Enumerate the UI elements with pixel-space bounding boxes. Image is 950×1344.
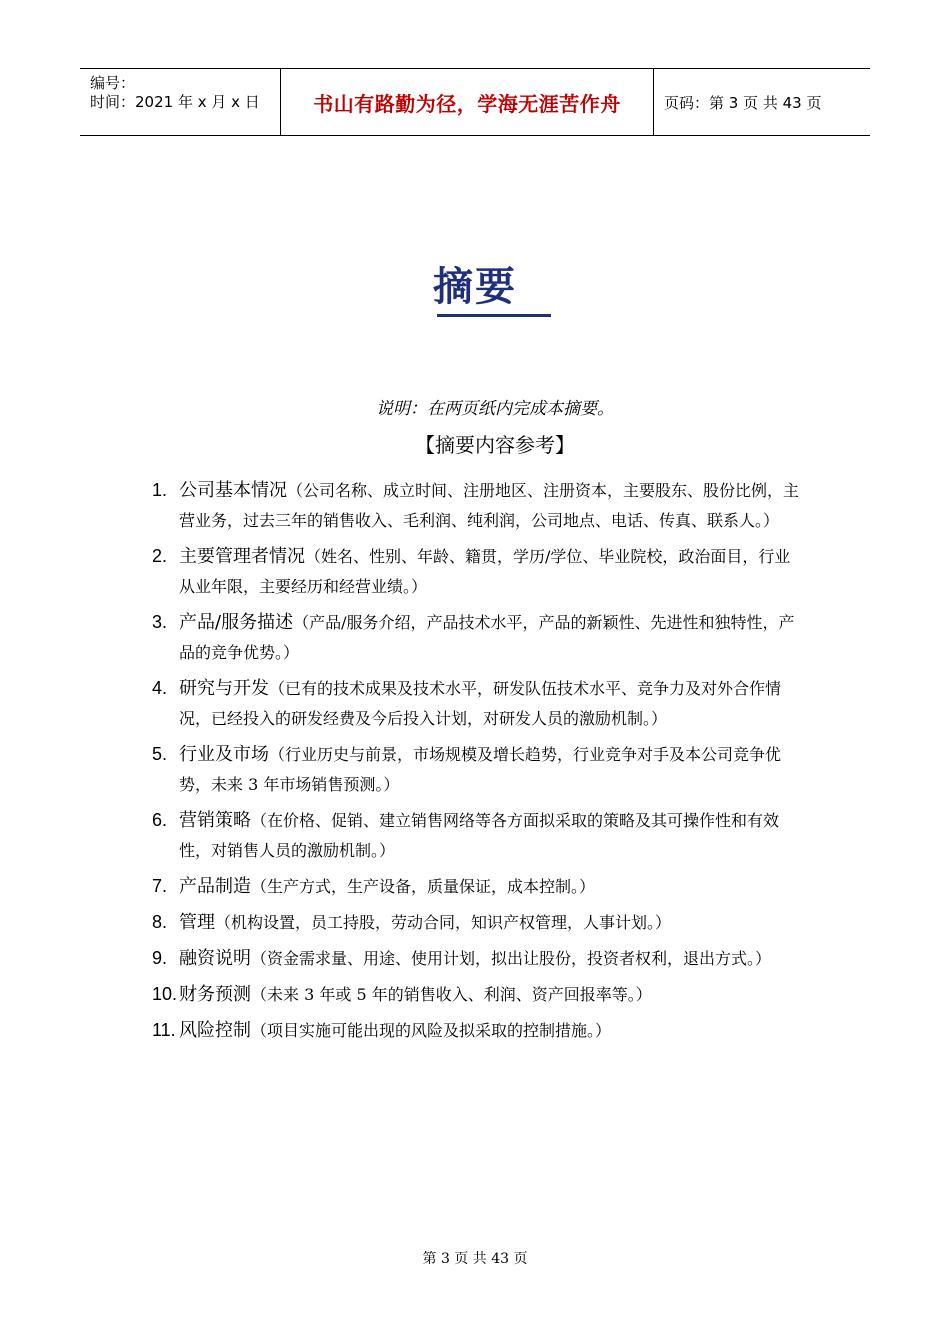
header-number: 编号： <box>90 74 136 92</box>
list-item-detail: （未来 3 年或 5 年的销售收入、利润、资产回报率等。） <box>251 985 652 1004</box>
list-item-detail: （机构设置，员工持股，劳动合同，知识产权管理，人事计划。） <box>215 913 672 932</box>
reference-heading: 【摘要内容参考】 <box>415 433 575 457</box>
list-item-body <box>179 608 800 668</box>
list-item-number: 5. <box>152 744 168 764</box>
list-item-number: 4. <box>152 678 168 698</box>
list-item-label: 营销策略 <box>179 810 251 831</box>
list-item-body <box>179 980 800 1010</box>
list-item-body <box>179 476 800 536</box>
list-item-label: 产品/服务描述 <box>179 612 294 633</box>
header-meta <box>80 69 281 135</box>
list-item-label: 研究与开发 <box>179 678 269 699</box>
list-item-body <box>179 908 800 938</box>
list-item-detail: （生产方式，生产设备，质量保证，成本控制。） <box>251 877 596 896</box>
instruction-note: 说明：在两页纸内完成本摘要。 <box>376 399 614 419</box>
page-header <box>80 68 870 136</box>
list-item-label: 风险控制 <box>179 1020 251 1041</box>
header-time: 时间：2021 年 x 月 x 日 <box>90 93 260 111</box>
list-item-label: 融资说明 <box>179 948 251 969</box>
list-item-detail: （资金需求量、用途、使用计划，拟出让股份，投资者权利，退出方式。） <box>251 949 772 968</box>
list-item-body <box>179 542 800 602</box>
page-footer: 第 3 页 共 43 页 <box>422 1251 528 1267</box>
list-item-label: 财务预测 <box>179 984 251 1005</box>
list-item-detail: （公司名称、成立时间、注册地区、注册资本，主要股东、股份比例，主营业务，过去三年的销售收入、毛利润、纯利润，公司地点、电话、传真、联系人。） <box>179 481 800 530</box>
list-item <box>152 1016 800 1046</box>
list-item <box>152 806 800 866</box>
title-underline <box>437 314 551 317</box>
list-item-number: 1. <box>152 480 168 500</box>
list-item-number: 11. <box>152 1020 176 1040</box>
header-page-info: 页码：第 3 页 共 43 页 <box>664 93 822 112</box>
list-item <box>152 740 800 800</box>
list-item-number: 7. <box>152 876 168 896</box>
list-item-label: 产品制造 <box>179 876 251 897</box>
list-item-detail: （产品/服务介绍，产品技术水平，产品的新颖性、先进性和独特性，产品的竞争优势。） <box>179 613 795 662</box>
list-item-number: 3. <box>152 612 168 632</box>
list-item-label: 公司基本情况 <box>179 480 287 501</box>
list-item-label: 主要管理者情况 <box>179 546 305 567</box>
list-item <box>152 872 800 902</box>
list-item-body <box>179 872 800 902</box>
list-item <box>152 542 800 602</box>
list-item-body <box>179 806 800 866</box>
list-item-detail: （姓名、性别、年龄、籍贯，学历/学位、毕业院校，政治面目，行业从业年限，主要经历和经营业绩。） <box>179 547 791 596</box>
list-item-number: 10. <box>152 984 178 1004</box>
list-item <box>152 674 800 734</box>
list-item-number: 6. <box>152 810 168 830</box>
list-item <box>152 476 800 536</box>
list-item-number: 2. <box>152 546 168 566</box>
list-item-body <box>179 1016 800 1046</box>
summary-item-list <box>152 476 800 1052</box>
list-item-number: 8. <box>152 912 168 932</box>
list-item-body <box>179 674 800 734</box>
list-item-label: 行业及市场 <box>179 744 269 765</box>
list-item <box>152 608 800 668</box>
list-item-number: 9. <box>152 948 168 968</box>
list-item-detail: （在价格、促销、建立销售网络等各方面拟采取的策略及其可操作性和有效性，对销售人员的激励机制。） <box>179 811 780 860</box>
list-item-detail: （已有的技术成果及技术水平，研发队伍技术水平、竞争力及对外合作情况，已经投入的研发经费及今后投入计划，对研发人员的激励机制。） <box>179 679 782 728</box>
header-motto: 书山有路勤为径，学海无涯苦作舟 <box>281 69 654 135</box>
list-item <box>152 980 800 1010</box>
list-item-body <box>179 740 800 800</box>
list-item-label: 管理 <box>179 912 215 933</box>
list-item <box>152 908 800 938</box>
list-item-detail: （行业历史与前景，市场规模及增长趋势，行业竞争对手及本公司竞争优势，未来 3 年市场销售预测。） <box>179 745 782 794</box>
list-item <box>152 944 800 974</box>
list-item-detail: （项目实施可能出现的风险及拟采取的控制措施。） <box>251 1021 612 1040</box>
page-title: 摘要 <box>433 263 517 310</box>
list-item-body <box>179 944 800 974</box>
